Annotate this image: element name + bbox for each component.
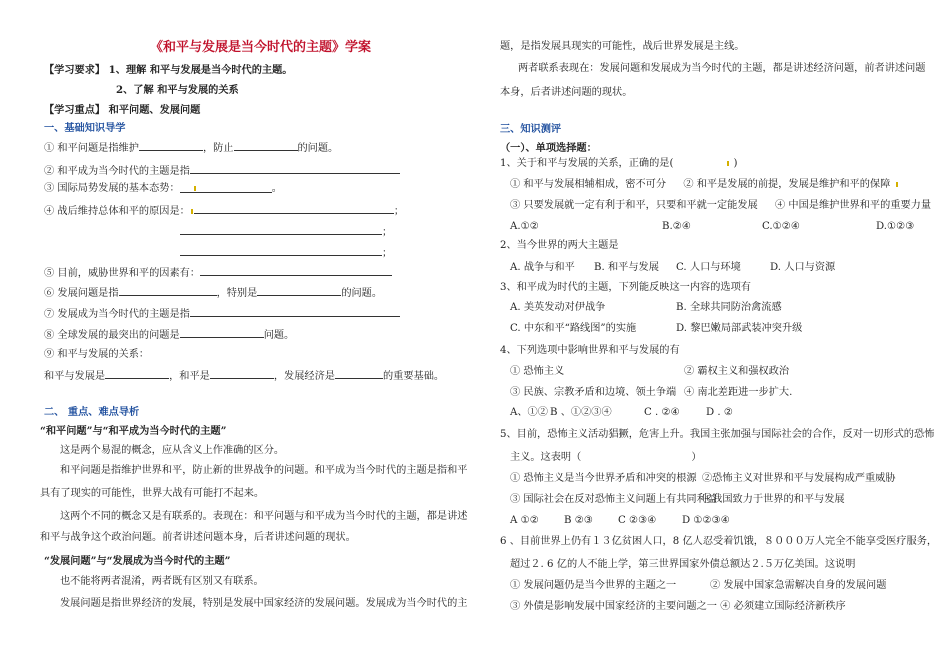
blank[interactable] [335,368,383,379]
blank[interactable] [234,140,298,151]
choice-c[interactable]: C.①②④ [762,221,801,232]
choice-d[interactable]: D.①②③ [876,221,915,232]
mcq-1-options-row-1: ① 和平与发展相辅相成，密不可分 ② 和平是发展的前提，发展是维护和平的保障 [510,178,899,192]
paragraph-2-line-1: 和平问题是指维护世界和平，防止新的世界战争的问题。和平成为当今时代的主题是指和平 [60,465,468,476]
section-1-heading: 一、基础知识导学 [44,122,126,134]
key-text: 和平问题、发展问题 [108,104,201,116]
choice-a[interactable]: A.①② [510,221,539,232]
question-4-line-2: ； [180,224,392,240]
blank[interactable] [180,327,264,338]
subheading-peace: “和平问题”与“和平成为当今时代的主题” [40,425,227,437]
question-6: ⑥ 发展问题是指 ，特别是 的问题。 [44,285,382,301]
choice-b[interactable]: B 、①②③④ [550,407,612,418]
learning-requirements [44,63,293,77]
section-3-heading: 三、知识测评 [500,123,562,135]
marker [191,209,193,214]
choice-b[interactable]: B. 全球共同防治禽流感 [676,302,782,313]
paragraph-3-line-2: 和平与战争这个政治问题。前者讲述问题本身，后者讲述问题的现状。 [40,532,356,543]
subheading-development: “发展问题”与“发展成为当今时代的主题” [44,555,231,567]
learning-focus [44,103,200,117]
choice-d[interactable]: D ①②③④ [682,515,730,526]
mcq-1-options-row-2: ③ 只要发展就一定有利于和平，只要和平就一定能发展 ④ 中国是维护世界和平的重要力量 [510,200,932,211]
choice-d[interactable]: D. 黎巴嫩局部武装冲突升级 [676,323,803,334]
blank[interactable] [180,182,272,193]
choice-c[interactable]: C. 中东和平“路线图”的实施 [510,323,637,334]
paragraph-5: 发展问题是指世界经济的发展，特别是发展中国家经济的发展问题。发展成为当今时代的主 [60,598,468,609]
choice-b[interactable]: B. 和平与发展 [594,262,659,273]
blank[interactable] [190,163,400,174]
req-2: 2、了解 和平与发展的关系 [116,84,239,96]
choice-c[interactable]: C . ②④ [644,407,680,418]
document-title: 《和平与发展是当今时代的主题》学案 [150,40,372,55]
continuation-line-3: 本身，后者讲述问题的现状。 [500,87,633,98]
paragraph-2-line-2: 具有了现实的可能性，世界大战有可能打不起来。 [40,488,265,499]
marker [727,161,729,166]
question-5: ⑤ 目前，威胁世界和平的因素有： [44,265,392,281]
mcq-6-line-2: 超过２. 6 亿的人不能上学，第三世界国家外债总额达２.５万亿美国。这说明 [510,559,856,570]
choice-c[interactable]: C. 人口与环境 [676,262,741,273]
choice-a[interactable]: A ①② [510,515,539,526]
blank[interactable] [210,368,274,379]
paragraph-4: 也不能将两者混淆，两者既有区别又有联系。 [60,576,264,587]
question-4: ④ 战后维持总体和平的原因是： ； [44,203,404,219]
choice-a[interactable]: A. 战争与和平 [510,262,575,273]
blank[interactable] [139,140,203,151]
continuation-line-1: 题，是指发展具现实的可能性，战后世界发展是主线。 [500,41,745,52]
marker [896,182,898,187]
question-3: ③ 国际局势发展的基本态势： 。 [44,183,282,194]
continuation-line-2: 两者联系表现在：发展问题和发展成为当今时代的主题，都是讲述经济问题，前者讲述问题 [518,63,926,74]
mcq-5-line-1: 5、目前，恐怖主义活动猖獗，危害上升。我国主张加强与国际社会的合作，反对一切形式的恐怖 [500,429,935,440]
mcq-6-line-1: 6 、目前世界上仍有１３亿贫困人口，8 亿人忍受着饥饿，８０００万人完全不能享受医疗服务， [500,536,938,547]
question-9: ⑨ 和平与发展的关系： [44,349,150,360]
section-2-heading: 二、 重点、难点导析 [44,406,140,418]
question-9-answer: 和平与发展是 ，和平是 ，发展经济是 的重要基础。 [44,368,444,384]
mcq-2: 2、当今世界的两大主题是 [500,240,619,251]
mcq-6-options-row-2: ③ 外债是影响发展中国家经济的主要问题之一 ④ 必须建立国际经济新秩序 [510,601,846,612]
answer-space[interactable] [673,157,733,171]
req-label: 【学习要求】 [44,64,106,76]
question-2: ② 和平成为当今时代的主题是指 [44,163,400,179]
choice-a[interactable]: A. 美英发动对伊战争 [510,302,606,313]
blank[interactable] [257,285,341,296]
paragraph-1: 这是两个易混的概念，应从含义上作准确的区分。 [60,445,285,456]
blank[interactable] [180,224,382,235]
marker [194,186,196,191]
choice-d[interactable]: D . ② [706,407,734,418]
blank[interactable] [194,203,394,214]
question-7: ⑦ 发展成为当今时代的主题是指 [44,306,400,322]
blank[interactable] [105,368,169,379]
choice-c[interactable]: C ②③④ [618,515,657,526]
question-4-line-3: ； [180,245,392,261]
choice-b[interactable]: B.②④ [662,221,691,232]
question-8: ⑧ 全球发展的最突出的问题是 问题。 [44,327,294,343]
mcq-3: 3、和平成为时代的主题，下列能反映这一内容的选项有 [500,282,751,293]
blank[interactable] [190,306,400,317]
mcq-1: 1、关于和平与发展的关系，正确的是( ) [500,158,738,169]
choice-a[interactable]: A、①② [510,407,548,418]
req-1: 1、理解 和平与发展是当今时代的主题。 [108,64,293,76]
question-1: ① 和平问题是指维护 ，防止 的问题。 [44,140,338,156]
choice-b[interactable]: B ②③ [564,515,593,526]
mcq-4: 4、下列选项中影响世界和平与发展的有 [500,345,680,356]
choice-d[interactable]: D. 人口与资源 [770,262,836,273]
key-label: 【学习重点】 [44,104,106,116]
mcq-5-line-2: 主义。这表明（ ） [510,452,702,463]
subsection-single-choice: （一）、单项选择题： [500,142,597,154]
blank[interactable] [119,285,217,296]
blank[interactable] [200,265,392,276]
blank[interactable] [180,245,382,256]
paragraph-3-line-1: 这两个不同的概念又是有联系的。表现在：和平问题与和平成为当今时代的主题，都是讲述 [60,511,468,522]
